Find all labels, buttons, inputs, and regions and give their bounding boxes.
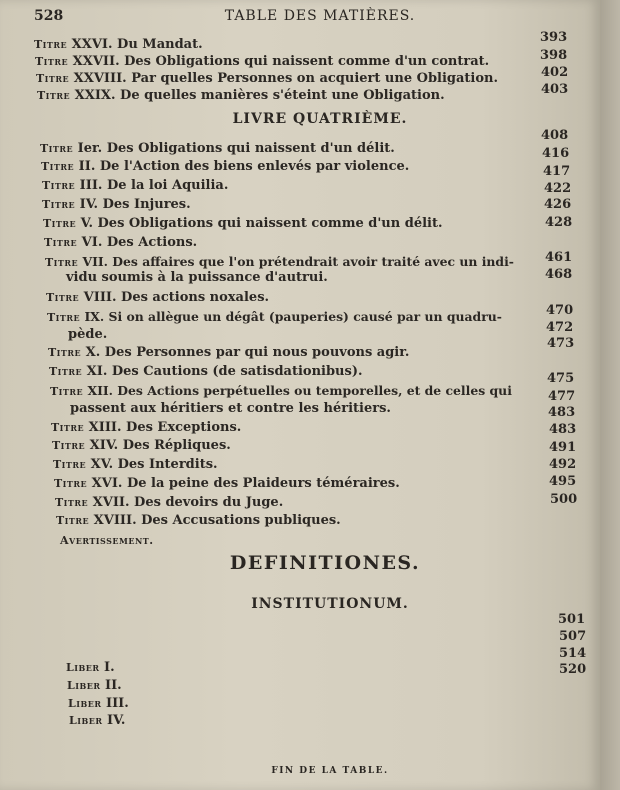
toc-page-number: 416 [542,146,570,161]
liber-entry: Liber II. [67,678,122,693]
toc-entry: Titre XVII. Des devoirs du Juge. [55,495,284,510]
toc-entry: Titre XIV. Des Répliques. [52,438,231,453]
toc-entry: Titre XIII. Des Exceptions. [51,420,242,435]
end-of-table-note: FIN DE LA TABLE. [271,766,389,776]
toc-entry: Titre XI. Des Cautions (de satisdationibus). [49,364,363,379]
toc-page-number: 472 [546,320,574,335]
definitiones-heading: DEFINITIONES. [229,552,421,574]
toc-entry: Titre III. De la loi Aquilia. [42,178,229,193]
toc-entry: Titre IV. Des Injures. [42,197,191,212]
toc-page-number: 500 [550,492,578,507]
toc-page-number: 461 [545,250,573,265]
toc-entry: Titre II. De l'Action des biens enlevés par violence. [41,159,410,174]
toc-page-number: 393 [540,30,568,45]
toc-entry: Titre XVI. De la peine des Plaideurs téméraires. [54,476,400,491]
toc-page-number: 473 [547,336,575,351]
toc-page-number: 417 [543,164,571,179]
toc-entry: Titre Ier. Des Obligations qui naissent d'un délit. [40,141,395,156]
page-edge [600,0,620,790]
toc-page-number: 507 [559,629,587,644]
toc-page-number: 422 [544,181,572,196]
running-title: TABLE DES MATIÈRES. [224,8,416,24]
toc-entry: Titre VIII. Des actions noxales. [46,290,270,305]
liber-entry: Liber I. [66,660,115,675]
toc-page-number: 426 [544,197,572,212]
toc-entry: Titre IX. Si on allègue un dégât (pauperies) causé par un quadru- [47,309,502,324]
institutionum-subheading: INSTITUTIONUM. [251,596,409,612]
avertissement-entry: Avertissement. [60,534,154,547]
toc-page-number: 475 [547,371,575,386]
toc-entry: Titre XV. Des Interdits. [53,457,218,472]
toc-page-number: 398 [540,48,568,63]
toc-entry: Titre XXVI. Du Mandat. [34,37,203,52]
toc-entry-continuation: passent aux héritiers et contre les héritiers. [70,401,391,416]
toc-page-number: 501 [558,612,586,627]
liber-entry: Liber III. [68,696,129,711]
toc-entry: Titre X. Des Personnes par qui nous pouvons agir. [48,345,410,360]
toc-entry: Titre XXVIII. Par quelles Personnes on acquiert une Obligation. [36,71,499,86]
toc-entry: Titre VI. Des Actions. [44,235,198,250]
section-heading: LIVRE QUATRIÈME. [232,111,408,127]
toc-entry: Titre XII. Des Actions perpétuelles ou temporelles, et de celles qui [50,383,512,398]
toc-page-number: 495 [549,474,577,489]
toc-page-number: 468 [545,267,573,282]
toc-page-number: 514 [559,646,587,661]
toc-page-number: 428 [545,215,573,230]
toc-page-number: 477 [548,389,576,404]
toc-page-number: 492 [549,457,577,472]
toc-page-number: 402 [541,65,569,80]
toc-page-number: 491 [549,440,577,455]
toc-page-number: 408 [541,128,569,143]
toc-page-number: 483 [549,422,577,437]
toc-entry: Titre XXIX. De quelles manières s'éteint une Obligation. [37,88,445,103]
toc-page-number: 470 [546,303,574,318]
toc-entry: Titre XVIII. Des Accusations publiques. [56,513,341,528]
toc-entry-continuation: vidu soumis à la puissance d'autrui. [66,270,328,285]
toc-page-number: 483 [548,405,576,420]
toc-entry-continuation: pède. [68,327,108,342]
liber-entry: Liber IV. [69,713,126,728]
toc-page-number: 520 [559,662,587,677]
toc-entry: Titre VII. Des affaires que l'on prétendrait avoir traité avec un indi- [45,254,514,269]
toc-entry: Titre XXVII. Des Obligations qui naissent comme d'un contrat. [35,54,490,69]
toc-page-number: 403 [541,82,569,97]
toc-entry: Titre V. Des Obligations qui naissent comme d'un délit. [43,216,443,231]
page-number: 528 [34,8,64,24]
